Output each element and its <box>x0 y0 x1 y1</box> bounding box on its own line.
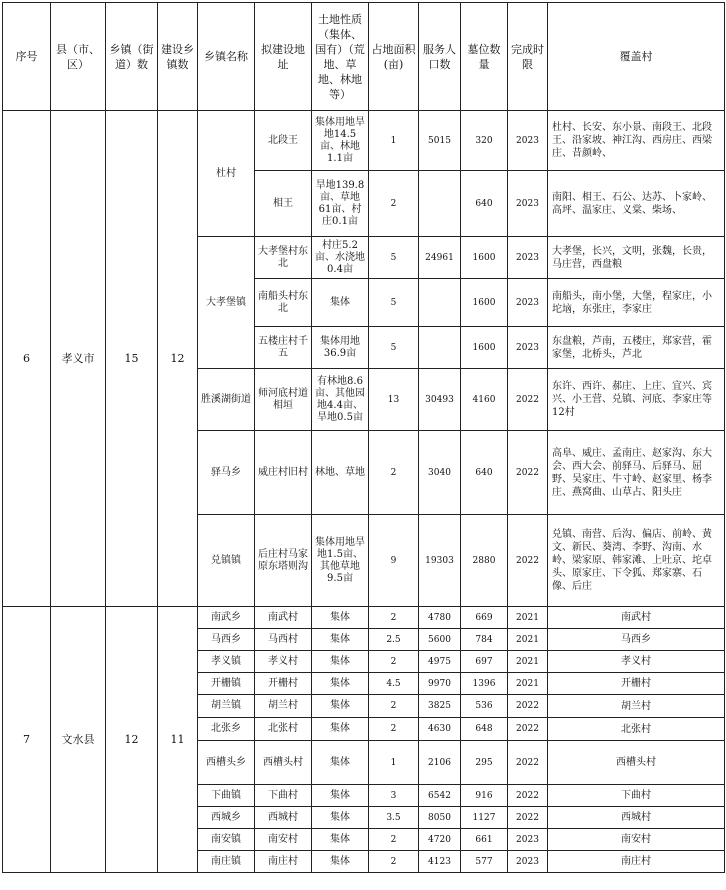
header-towns-total: 乡镇（街道）数 <box>106 3 158 111</box>
year-cell: 2022 <box>508 515 548 607</box>
town-cell: 胡兰镇 <box>198 695 255 718</box>
year-cell: 2023 <box>508 851 548 873</box>
graves-cell: 4160 <box>461 369 508 431</box>
year-cell: 2023 <box>508 829 548 851</box>
area-cell: 2 <box>369 695 419 718</box>
land-cell: 集体 <box>312 629 369 651</box>
year-cell: 2022 <box>508 785 548 807</box>
site-cell: 威庄村旧村 <box>255 431 312 515</box>
land-cell: 集体用地旱地1.5亩、其他草地9.5亩 <box>312 515 369 607</box>
pop-cell: 6542 <box>419 785 461 807</box>
site-cell: 西城村 <box>255 807 312 829</box>
cover-cell: 孝义村 <box>548 651 725 673</box>
cover-cell: 南武村 <box>548 607 725 629</box>
town-cell: 南庄镇 <box>198 851 255 873</box>
land-cell: 林地、草地 <box>312 431 369 515</box>
area-cell: 2 <box>369 651 419 673</box>
pop-cell: 3825 <box>419 695 461 718</box>
land-cell: 集体用地旱地14.5亩、林地1.1亩 <box>312 111 369 171</box>
cover-cell: 开栅村 <box>548 673 725 695</box>
town-cell: 南安镇 <box>198 829 255 851</box>
pop-cell: 4720 <box>419 829 461 851</box>
cover-cell: 马西乡 <box>548 629 725 651</box>
area-cell: 9 <box>369 515 419 607</box>
cover-cell: 东盘粮，芦南，五楼庄，郑家营，霍家堡，北桥头，芦北 <box>548 327 725 369</box>
pop-cell: 24961 <box>419 237 461 279</box>
year-cell: 2022 <box>508 369 548 431</box>
site-cell: 孝义村 <box>255 651 312 673</box>
land-cell: 集体 <box>312 607 369 629</box>
seq-cell: 6 <box>3 111 51 607</box>
graves-cell: 295 <box>461 741 508 785</box>
cover-cell: 下曲村 <box>548 785 725 807</box>
header-cover: 覆盖村 <box>548 3 725 111</box>
header-town: 乡镇名称 <box>198 3 255 111</box>
pop-cell <box>419 279 461 327</box>
cover-cell: 南安村 <box>548 829 725 851</box>
area-cell: 2 <box>369 829 419 851</box>
land-cell: 集体 <box>312 279 369 327</box>
header-pop: 服务人口数 <box>419 3 461 111</box>
pop-cell: 5015 <box>419 111 461 171</box>
graves-cell: 669 <box>461 607 508 629</box>
site-cell: 北段王 <box>255 111 312 171</box>
area-cell: 2 <box>369 171 419 237</box>
area-cell: 2 <box>369 718 419 741</box>
header-graves: 墓位数量 <box>461 3 508 111</box>
graves-cell: 320 <box>461 111 508 171</box>
year-cell: 2023 <box>508 111 548 171</box>
graves-cell: 648 <box>461 718 508 741</box>
site-cell: 西槽头村 <box>255 741 312 785</box>
land-cell: 旱地139.8亩、草地61亩、村庄0.1亩 <box>312 171 369 237</box>
land-cell: 集体 <box>312 651 369 673</box>
site-cell: 胡兰村 <box>255 695 312 718</box>
cover-cell: 北张村 <box>548 718 725 741</box>
year-cell: 2021 <box>508 651 548 673</box>
area-cell: 5 <box>369 327 419 369</box>
site-cell: 五楼庄村千五 <box>255 327 312 369</box>
county-cell: 文水县 <box>51 607 106 873</box>
land-cell: 集体 <box>312 807 369 829</box>
cemetery-plan-table <box>2 2 725 873</box>
town-cell: 开栅镇 <box>198 673 255 695</box>
town-cell: 杜村 <box>198 111 255 237</box>
header-year: 完成时限 <box>508 3 548 111</box>
town-cell: 下曲镇 <box>198 785 255 807</box>
graves-cell: 1600 <box>461 327 508 369</box>
cover-cell: 大孝堡，长兴，文明，张魏，长贵，马庄营，西盘粮 <box>548 237 725 279</box>
year-cell: 2022 <box>508 431 548 515</box>
graves-cell: 640 <box>461 171 508 237</box>
year-cell: 2023 <box>508 279 548 327</box>
cover-cell: 南庄村 <box>548 851 725 873</box>
site-cell: 南船头村东北 <box>255 279 312 327</box>
pop-cell: 19303 <box>419 515 461 607</box>
graves-cell: 1600 <box>461 279 508 327</box>
graves-cell: 784 <box>461 629 508 651</box>
county-cell: 孝义市 <box>51 111 106 607</box>
cover-cell: 南阳、相王、石公、达苏、卜家岭、高坪、温家庄、义棠、柴场、 <box>548 171 725 237</box>
cover-cell: 兑镇、南营、后沟、偏店、前岭、黄文、新民、葵湾、李野、沟南、水岭、梁家原、韩家滩、上吐京、坨卓头、原家庄、下令狐、郑家寨、石像、后庄 <box>548 515 725 607</box>
site-cell: 南武村 <box>255 607 312 629</box>
towns-built-cell: 12 <box>158 111 198 607</box>
graves-cell: 1396 <box>461 673 508 695</box>
town-cell: 驿马乡 <box>198 431 255 515</box>
land-cell: 集体 <box>312 718 369 741</box>
cover-cell: 东许、西许、郝庄、上庄、宜兴、宾兴、小王营、兑镇、河底、李家庄等12村 <box>548 369 725 431</box>
area-cell: 2.5 <box>369 629 419 651</box>
year-cell: 2021 <box>508 607 548 629</box>
land-cell: 集体用地36.9亩 <box>312 327 369 369</box>
graves-cell: 536 <box>461 695 508 718</box>
cover-cell: 西城村 <box>548 807 725 829</box>
site-cell: 南安村 <box>255 829 312 851</box>
graves-cell: 916 <box>461 785 508 807</box>
area-cell: 2 <box>369 607 419 629</box>
cover-cell: 胡兰村 <box>548 695 725 718</box>
year-cell: 2021 <box>508 673 548 695</box>
area-cell: 4.5 <box>369 673 419 695</box>
year-cell: 2023 <box>508 327 548 369</box>
graves-cell: 577 <box>461 851 508 873</box>
pop-cell <box>419 327 461 369</box>
site-cell: 下曲村 <box>255 785 312 807</box>
site-cell: 南庄村 <box>255 851 312 873</box>
graves-cell: 1600 <box>461 237 508 279</box>
land-cell: 村庄5.2亩、水浇地0.4亩 <box>312 237 369 279</box>
town-cell: 兑镇镇 <box>198 515 255 607</box>
graves-cell: 1127 <box>461 807 508 829</box>
area-cell: 5 <box>369 237 419 279</box>
pop-cell: 5600 <box>419 629 461 651</box>
site-cell: 相王 <box>255 171 312 237</box>
town-cell: 南武乡 <box>198 607 255 629</box>
header-county: 县（市、区） <box>51 3 106 111</box>
town-cell: 西城乡 <box>198 807 255 829</box>
graves-cell: 661 <box>461 829 508 851</box>
header-towns-built: 建设乡镇数 <box>158 3 198 111</box>
graves-cell: 640 <box>461 431 508 515</box>
year-cell: 2022 <box>508 718 548 741</box>
site-cell: 马西村 <box>255 629 312 651</box>
table-row <box>3 111 725 171</box>
towns-built-cell: 11 <box>158 607 198 873</box>
site-cell: 师河底村道相垣 <box>255 369 312 431</box>
table-row <box>3 607 725 629</box>
towns-total-cell: 12 <box>106 607 158 873</box>
land-cell: 集体 <box>312 695 369 718</box>
header-row <box>3 3 725 111</box>
year-cell: 2023 <box>508 237 548 279</box>
year-cell: 2022 <box>508 807 548 829</box>
header-land: 土地性质（集体、国有）（荒地、草地、林地等） <box>312 3 369 111</box>
town-cell: 孝义镇 <box>198 651 255 673</box>
site-cell: 北张村 <box>255 718 312 741</box>
pop-cell: 8050 <box>419 807 461 829</box>
town-cell: 大孝堡镇 <box>198 237 255 369</box>
area-cell: 13 <box>369 369 419 431</box>
pop-cell: 9970 <box>419 673 461 695</box>
town-cell: 马西乡 <box>198 629 255 651</box>
land-cell: 集体 <box>312 673 369 695</box>
area-cell: 2 <box>369 851 419 873</box>
seq-cell: 7 <box>3 607 51 873</box>
pop-cell: 4975 <box>419 651 461 673</box>
cover-cell: 高阜、威庄、孟南庄、赵家沟、东大会、西大会、前驿马、后驿马、屈野、吴家庄、牛寸岭、赵家里、杨李庄、燕窝曲、山草占、阳头庄 <box>548 431 725 515</box>
year-cell: 2021 <box>508 629 548 651</box>
header-seq: 序号 <box>3 3 51 111</box>
town-cell: 胜溪湖街道 <box>198 369 255 431</box>
pop-cell: 4780 <box>419 607 461 629</box>
pop-cell: 3040 <box>419 431 461 515</box>
year-cell: 2023 <box>508 171 548 237</box>
header-site: 拟建设地址 <box>255 3 312 111</box>
area-cell: 5 <box>369 279 419 327</box>
area-cell: 1 <box>369 111 419 171</box>
land-cell: 有林地8.6亩、其他园地4.4亩、旱地0.5亩 <box>312 369 369 431</box>
area-cell: 2 <box>369 431 419 515</box>
land-cell: 集体 <box>312 741 369 785</box>
pop-cell: 2106 <box>419 741 461 785</box>
area-cell: 3.5 <box>369 807 419 829</box>
site-cell: 开栅村 <box>255 673 312 695</box>
town-cell: 西槽头乡 <box>198 741 255 785</box>
pop-cell: 4630 <box>419 718 461 741</box>
site-cell: 大孝堡村东北 <box>255 237 312 279</box>
site-cell: 后庄村马家原东塔则沟 <box>255 515 312 607</box>
graves-cell: 2880 <box>461 515 508 607</box>
area-cell: 3 <box>369 785 419 807</box>
cover-cell: 杜村、长安、东小景、南段王、北段王、沿家坡、神江沟、西房庄、西梁庄、昔颜岭、 <box>548 111 725 171</box>
header-area: 占地面积(亩) <box>369 3 419 111</box>
year-cell: 2022 <box>508 695 548 718</box>
pop-cell: 4123 <box>419 851 461 873</box>
town-cell: 北张乡 <box>198 718 255 741</box>
cover-cell: 南船头，南小堡，大堡，程家庄，小坨垴，东张庄，李家庄 <box>548 279 725 327</box>
area-cell: 1 <box>369 741 419 785</box>
cover-cell: 西槽头村 <box>548 741 725 785</box>
land-cell: 集体 <box>312 829 369 851</box>
land-cell: 集体 <box>312 785 369 807</box>
graves-cell: 697 <box>461 651 508 673</box>
pop-cell <box>419 171 461 237</box>
towns-total-cell: 15 <box>106 111 158 607</box>
year-cell: 2022 <box>508 741 548 785</box>
land-cell: 集体 <box>312 851 369 873</box>
pop-cell: 30493 <box>419 369 461 431</box>
